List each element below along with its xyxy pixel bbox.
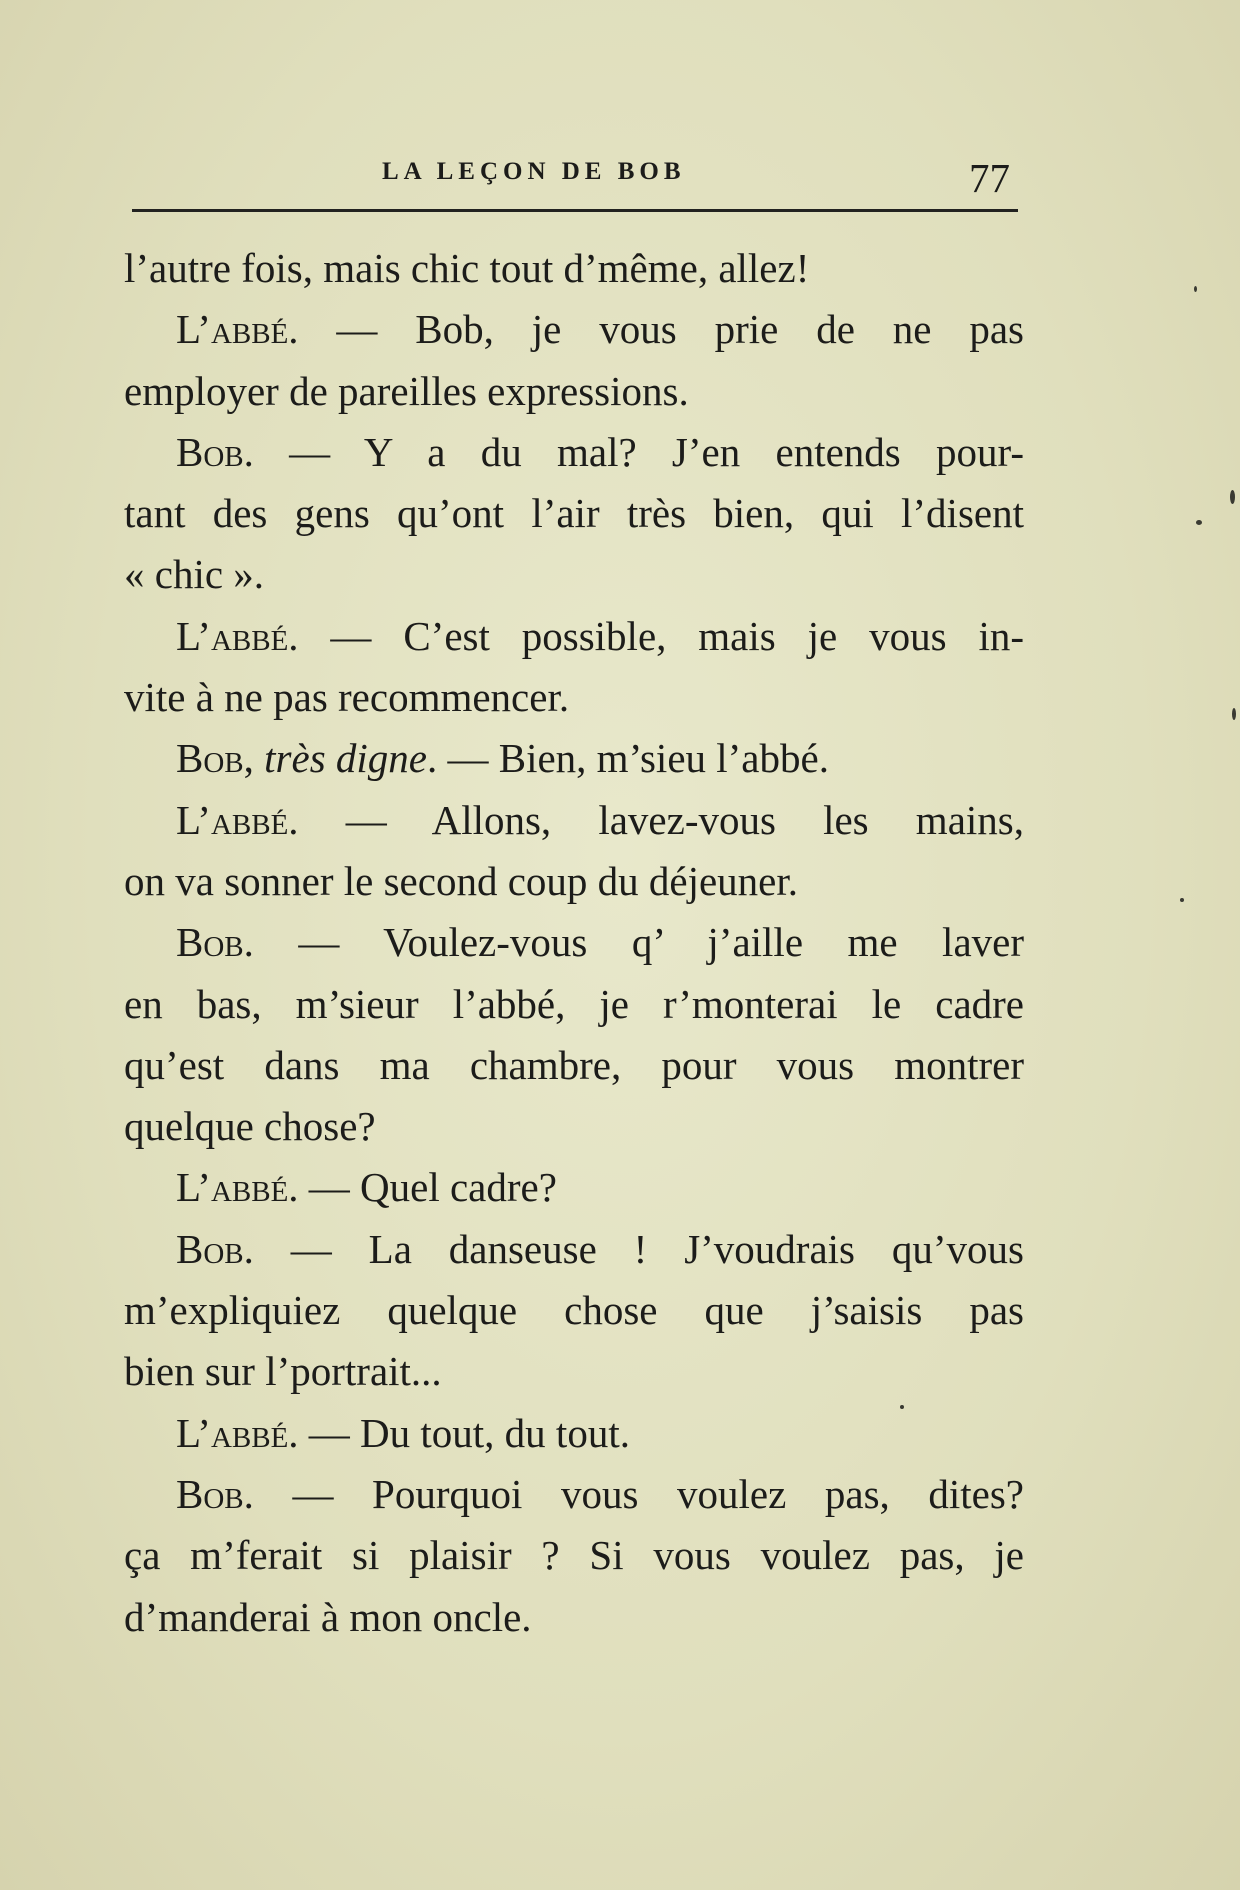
line-text: L’ xyxy=(176,796,211,843)
line-text: d’manderai à mon oncle. xyxy=(124,1593,532,1640)
text-line xyxy=(124,1464,1024,1525)
line-text: L’ xyxy=(176,612,211,659)
line-text: B xyxy=(176,428,204,475)
speaker-name: ob xyxy=(203,1470,244,1517)
header-rule xyxy=(132,209,1018,212)
text-line xyxy=(124,1403,1024,1464)
line-text: B xyxy=(176,1225,204,1272)
line-text: . — Du tout, du tout. xyxy=(288,1409,630,1456)
text-line xyxy=(124,483,1024,544)
line-text: en bas, m’sieur l’abbé, je r’monterai le cadre xyxy=(124,980,1024,1027)
line-text: B xyxy=(176,735,204,782)
line-text: . — Allons, lavez-vous les mains, xyxy=(288,796,1024,843)
line-text: employer de pareilles expressions. xyxy=(124,367,689,414)
page-speck xyxy=(1196,520,1202,525)
running-head xyxy=(130,150,1020,210)
speaker-name: ob xyxy=(203,735,244,782)
line-text: . — Y a du mal? J’en entends pour- xyxy=(243,428,1024,475)
line-text: on va sonner le second coup du déjeuner. xyxy=(124,857,799,904)
text-line xyxy=(124,728,1024,789)
speaker-name: abbé xyxy=(210,612,289,659)
text-line xyxy=(124,851,1024,912)
text-line xyxy=(124,1280,1024,1341)
line-text: qu’est dans ma chambre, pour vous montrer xyxy=(124,1041,1024,1088)
line-text: B xyxy=(176,1470,204,1517)
line-text: L’ xyxy=(176,1164,211,1211)
text-line xyxy=(124,1219,1024,1280)
text-line xyxy=(124,238,1024,299)
text-line xyxy=(124,299,1024,360)
page-speck xyxy=(900,1405,904,1409)
text-line xyxy=(124,1525,1024,1586)
line-text: L’ xyxy=(176,306,211,353)
text-line xyxy=(124,361,1024,422)
line-text: quelque chose? xyxy=(124,1103,376,1150)
page-speck xyxy=(1232,708,1236,720)
line-text: B xyxy=(176,919,204,966)
text-line xyxy=(124,1035,1024,1096)
speaker-name: ob xyxy=(203,1225,244,1272)
text-line xyxy=(124,1587,1024,1648)
line-text: , xyxy=(243,735,265,782)
text-line xyxy=(124,1096,1024,1157)
line-text: . — Voulez-vous q’ j’aille me laver xyxy=(243,919,1024,966)
page-speck xyxy=(1230,490,1235,504)
page-speck xyxy=(1194,286,1197,292)
line-text: . — Bob, je vous prie de ne pas xyxy=(288,306,1024,353)
speaker-name: abbé xyxy=(210,796,289,843)
line-text: ça m’ferait si plaisir ? Si vous voulez pas, je xyxy=(124,1532,1024,1579)
text-line xyxy=(124,1157,1024,1218)
speaker-name: abbé xyxy=(210,1164,289,1211)
line-text: . — Pourquoi vous voulez pas, dites? xyxy=(243,1470,1024,1517)
text-line xyxy=(124,667,1024,728)
line-text: l’autre fois, mais chic tout d’même, allez! xyxy=(124,245,810,291)
text-line xyxy=(124,422,1024,483)
line-text: . — Bien, m’sieu l’abbé. xyxy=(427,735,829,782)
speaker-name: abbé xyxy=(210,1409,289,1456)
line-text: tant des gens qu’ont l’air très bien, qui l’disent xyxy=(124,490,1024,537)
line-text: . — La danseuse ! J’voudrais qu’vous xyxy=(243,1225,1024,1272)
line-text: . — Quel cadre? xyxy=(288,1164,557,1211)
text-line xyxy=(124,912,1024,973)
line-text: « chic ». xyxy=(124,551,265,598)
line-text: m’expliquiez quelque chose que j’saisis pas xyxy=(124,1287,1024,1334)
text-line xyxy=(124,974,1024,1035)
text-line xyxy=(124,790,1024,851)
speaker-name: ob xyxy=(203,428,244,475)
line-text: bien sur l’portrait... xyxy=(124,1348,442,1395)
speaker-name: ob xyxy=(203,919,244,966)
speaker-name: abbé xyxy=(210,306,289,353)
stage-direction: très digne xyxy=(264,735,427,782)
text-line xyxy=(124,544,1024,605)
page-speck xyxy=(1180,898,1184,902)
line-text: vite à ne pas recommencer. xyxy=(124,674,570,721)
text-line xyxy=(124,606,1024,667)
line-text: L’ xyxy=(176,1409,211,1456)
text-line xyxy=(124,1341,1024,1402)
page-number: 77 xyxy=(969,155,1010,201)
running-title: LA LEÇON DE BOB xyxy=(382,158,686,185)
line-text: . — C’est possible, mais je vous in- xyxy=(288,612,1024,659)
body-text xyxy=(124,238,1024,1648)
